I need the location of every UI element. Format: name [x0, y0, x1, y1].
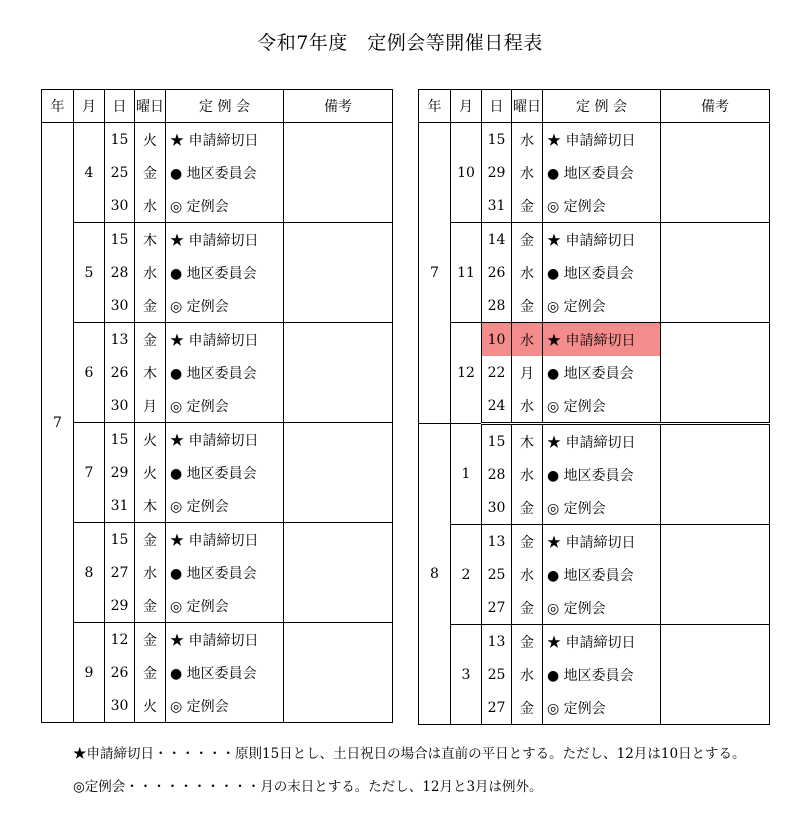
month-cell: 9 [74, 623, 105, 723]
day-cell: 31 [482, 189, 512, 223]
weekday-cell: 金 [135, 156, 166, 189]
weekday-cell: 水 [512, 558, 543, 591]
header-year: 年 [419, 90, 451, 123]
meeting-cell: ◎ 定例会 [166, 389, 284, 423]
meeting-cell: ◎ 定例会 [543, 591, 661, 625]
meeting-cell: ★ 申請締切日 [166, 323, 284, 357]
year-cell: 7 [42, 123, 74, 723]
remarks-cell [661, 558, 770, 591]
month-cell: 3 [451, 625, 482, 725]
weekday-cell: 金 [512, 491, 543, 525]
meeting-cell: ★ 申請締切日 [166, 623, 284, 657]
day-cell: 30 [105, 689, 135, 723]
weekday-cell: 金 [512, 591, 543, 625]
weekday-cell: 火 [135, 456, 166, 489]
table-row [42, 123, 393, 157]
day-cell: 15 [105, 223, 135, 257]
day-cell: 27 [482, 591, 512, 625]
day-cell: 25 [105, 156, 135, 189]
day-cell: 29 [482, 156, 512, 189]
day-cell: 30 [482, 491, 512, 525]
remarks-cell [661, 156, 770, 189]
remarks-cell [284, 623, 393, 657]
remarks-cell [284, 689, 393, 723]
header-meeting: 定 例 会 [543, 90, 661, 123]
meeting-cell: ◎ 定例会 [166, 489, 284, 523]
weekday-cell: 水 [135, 556, 166, 589]
meeting-cell: ● 地区委員会 [543, 356, 661, 389]
header-year: 年 [42, 90, 74, 123]
remarks-cell [284, 323, 393, 357]
header-remarks: 備考 [284, 90, 393, 123]
month-cell: 8 [74, 523, 105, 623]
meeting-cell: ◎ 定例会 [543, 691, 661, 725]
day-cell: 15 [105, 423, 135, 457]
header-day: 日 [105, 90, 135, 123]
remarks-cell [661, 591, 770, 625]
month-cell: 6 [74, 323, 105, 423]
meeting-cell: ★ 申請締切日 [166, 123, 284, 157]
remarks-cell [661, 389, 770, 424]
weekday-cell: 水 [135, 256, 166, 289]
day-cell: 15 [482, 123, 512, 157]
remarks-cell [661, 223, 770, 257]
remarks-cell [661, 256, 770, 289]
weekday-cell: 水 [512, 323, 543, 357]
meeting-cell: ● 地区委員会 [543, 458, 661, 491]
day-cell: 29 [105, 589, 135, 623]
meeting-cell: ★ 申請締切日 [543, 525, 661, 559]
weekday-cell: 金 [135, 589, 166, 623]
header-month: 月 [74, 90, 105, 123]
remarks-cell [284, 189, 393, 223]
meeting-cell: ● 地区委員会 [166, 256, 284, 289]
day-cell: 28 [482, 458, 512, 491]
remarks-cell [284, 656, 393, 689]
day-cell: 22 [482, 356, 512, 389]
day-cell: 28 [482, 289, 512, 323]
meeting-cell: ★ 申請締切日 [166, 423, 284, 457]
table-row [42, 323, 393, 357]
meeting-cell: ★ 申請締切日 [543, 123, 661, 157]
header-day: 日 [482, 90, 512, 123]
remarks-cell [661, 289, 770, 323]
day-cell: 25 [482, 658, 512, 691]
day-cell: 26 [482, 256, 512, 289]
weekday-cell: 金 [135, 623, 166, 657]
weekday-cell: 金 [512, 525, 543, 559]
day-cell: 27 [482, 691, 512, 725]
weekday-cell: 水 [512, 256, 543, 289]
remarks-cell [284, 523, 393, 557]
table-row [42, 223, 393, 257]
meeting-cell: ● 地区委員会 [166, 356, 284, 389]
remarks-cell [284, 489, 393, 523]
table-row [419, 525, 770, 559]
weekday-cell: 月 [135, 389, 166, 423]
remarks-cell [661, 189, 770, 223]
remarks-cell [661, 356, 770, 389]
meeting-cell: ★ 申請締切日 [543, 424, 661, 459]
table-header-row [42, 90, 393, 123]
month-cell: 4 [74, 123, 105, 223]
day-cell: 10 [482, 323, 512, 357]
meeting-cell: ◎ 定例会 [543, 491, 661, 525]
remarks-cell [284, 123, 393, 157]
meeting-cell: ● 地区委員会 [543, 558, 661, 591]
day-cell: 30 [105, 389, 135, 423]
month-cell: 12 [451, 323, 482, 424]
weekday-cell: 金 [135, 523, 166, 557]
remarks-cell [284, 156, 393, 189]
month-cell: 5 [74, 223, 105, 323]
meeting-cell: ◎ 定例会 [166, 589, 284, 623]
remarks-cell [284, 556, 393, 589]
weekday-cell: 木 [135, 489, 166, 523]
weekday-cell: 木 [135, 223, 166, 257]
remarks-cell [661, 123, 770, 157]
table-row [419, 223, 770, 257]
day-cell: 27 [105, 556, 135, 589]
weekday-cell: 金 [512, 223, 543, 257]
month-cell: 1 [451, 424, 482, 525]
remarks-cell [661, 458, 770, 491]
meeting-cell: ● 地区委員会 [166, 556, 284, 589]
weekday-cell: 火 [135, 423, 166, 457]
note-deadline: ★申請締切日・・・・・・原則15日とし、土日祝日の場合は直前の平日とする。ただし、12月は10日とする。 [73, 746, 746, 762]
weekday-cell: 金 [512, 189, 543, 223]
remarks-cell [284, 289, 393, 323]
remarks-cell [661, 323, 770, 357]
day-cell: 24 [482, 389, 512, 424]
day-cell: 13 [105, 323, 135, 357]
remarks-cell [661, 658, 770, 691]
header-meeting: 定 例 会 [166, 90, 284, 123]
day-cell: 12 [105, 623, 135, 657]
weekday-cell: 金 [512, 289, 543, 323]
meeting-cell: ◎ 定例会 [166, 689, 284, 723]
remarks-cell [284, 223, 393, 257]
weekday-cell: 金 [135, 656, 166, 689]
meeting-cell: ★ 申請締切日 [543, 223, 661, 257]
weekday-cell: 金 [512, 691, 543, 725]
meeting-cell: ● 地区委員会 [543, 658, 661, 691]
header-month: 月 [451, 90, 482, 123]
weekday-cell: 火 [135, 689, 166, 723]
meeting-cell: ◎ 定例会 [166, 289, 284, 323]
day-cell: 30 [105, 289, 135, 323]
day-cell: 31 [105, 489, 135, 523]
year-cell: 8 [419, 424, 451, 725]
table-header-row [419, 90, 770, 123]
header-weekday: 曜日 [135, 90, 166, 123]
weekday-cell: 水 [512, 123, 543, 157]
table-row [419, 625, 770, 659]
day-cell: 29 [105, 456, 135, 489]
month-cell: 10 [451, 123, 482, 223]
day-cell: 13 [482, 525, 512, 559]
month-cell: 11 [451, 223, 482, 323]
weekday-cell: 金 [512, 625, 543, 659]
meeting-cell: ◎ 定例会 [166, 189, 284, 223]
remarks-cell [284, 256, 393, 289]
meeting-cell: ● 地区委員会 [166, 156, 284, 189]
weekday-cell: 月 [512, 356, 543, 389]
note-regular-meeting: ◎定例会・・・・・・・・・・月の末日とする。ただし、12月と3月は例外。 [73, 779, 543, 795]
remarks-cell [284, 589, 393, 623]
weekday-cell: 金 [135, 323, 166, 357]
year-cell: 7 [419, 123, 451, 424]
weekday-cell: 木 [512, 424, 543, 459]
header-weekday: 曜日 [512, 90, 543, 123]
day-cell: 25 [482, 558, 512, 591]
meeting-cell: ● 地区委員会 [543, 156, 661, 189]
remarks-cell [661, 625, 770, 659]
day-cell: 15 [105, 523, 135, 557]
meeting-cell: ● 地区委員会 [166, 656, 284, 689]
remarks-cell [284, 456, 393, 489]
schedule-table-right [418, 89, 770, 725]
meeting-cell: ● 地区委員会 [543, 256, 661, 289]
day-cell: 26 [105, 356, 135, 389]
weekday-cell: 水 [512, 389, 543, 424]
table-row [419, 123, 770, 157]
table-row [419, 424, 770, 459]
day-cell: 15 [482, 424, 512, 459]
table-row [42, 423, 393, 457]
weekday-cell: 水 [512, 658, 543, 691]
weekday-cell: 水 [135, 189, 166, 223]
meeting-cell: ◎ 定例会 [543, 389, 661, 424]
meeting-cell: ★ 申請締切日 [166, 223, 284, 257]
remarks-cell [284, 356, 393, 389]
weekday-cell: 木 [135, 356, 166, 389]
day-cell: 28 [105, 256, 135, 289]
weekday-cell: 金 [135, 289, 166, 323]
month-cell: 7 [74, 423, 105, 523]
weekday-cell: 水 [512, 458, 543, 491]
remarks-cell [284, 423, 393, 457]
weekday-cell: 水 [512, 156, 543, 189]
weekday-cell: 火 [135, 123, 166, 157]
remarks-cell [661, 424, 770, 459]
meeting-cell: ★ 申請締切日 [543, 625, 661, 659]
meeting-cell: ◎ 定例会 [543, 189, 661, 223]
day-cell: 26 [105, 656, 135, 689]
meeting-cell: ● 地区委員会 [166, 456, 284, 489]
header-remarks: 備考 [661, 90, 770, 123]
day-cell: 15 [105, 123, 135, 157]
day-cell: 14 [482, 223, 512, 257]
day-cell: 13 [482, 625, 512, 659]
meeting-cell: ★ 申請締切日 [166, 523, 284, 557]
table-row [42, 523, 393, 557]
remarks-cell [661, 525, 770, 559]
schedule-table-left [41, 89, 393, 723]
remarks-cell [284, 389, 393, 423]
table-row [419, 323, 770, 357]
day-cell: 30 [105, 189, 135, 223]
meeting-cell: ◎ 定例会 [543, 289, 661, 323]
remarks-cell [661, 691, 770, 725]
page-title: 令和7年度 定例会等開催日程表 [257, 32, 543, 54]
remarks-cell [661, 491, 770, 525]
month-cell: 2 [451, 525, 482, 625]
table-row [42, 623, 393, 657]
meeting-cell: ★ 申請締切日 [543, 323, 661, 357]
